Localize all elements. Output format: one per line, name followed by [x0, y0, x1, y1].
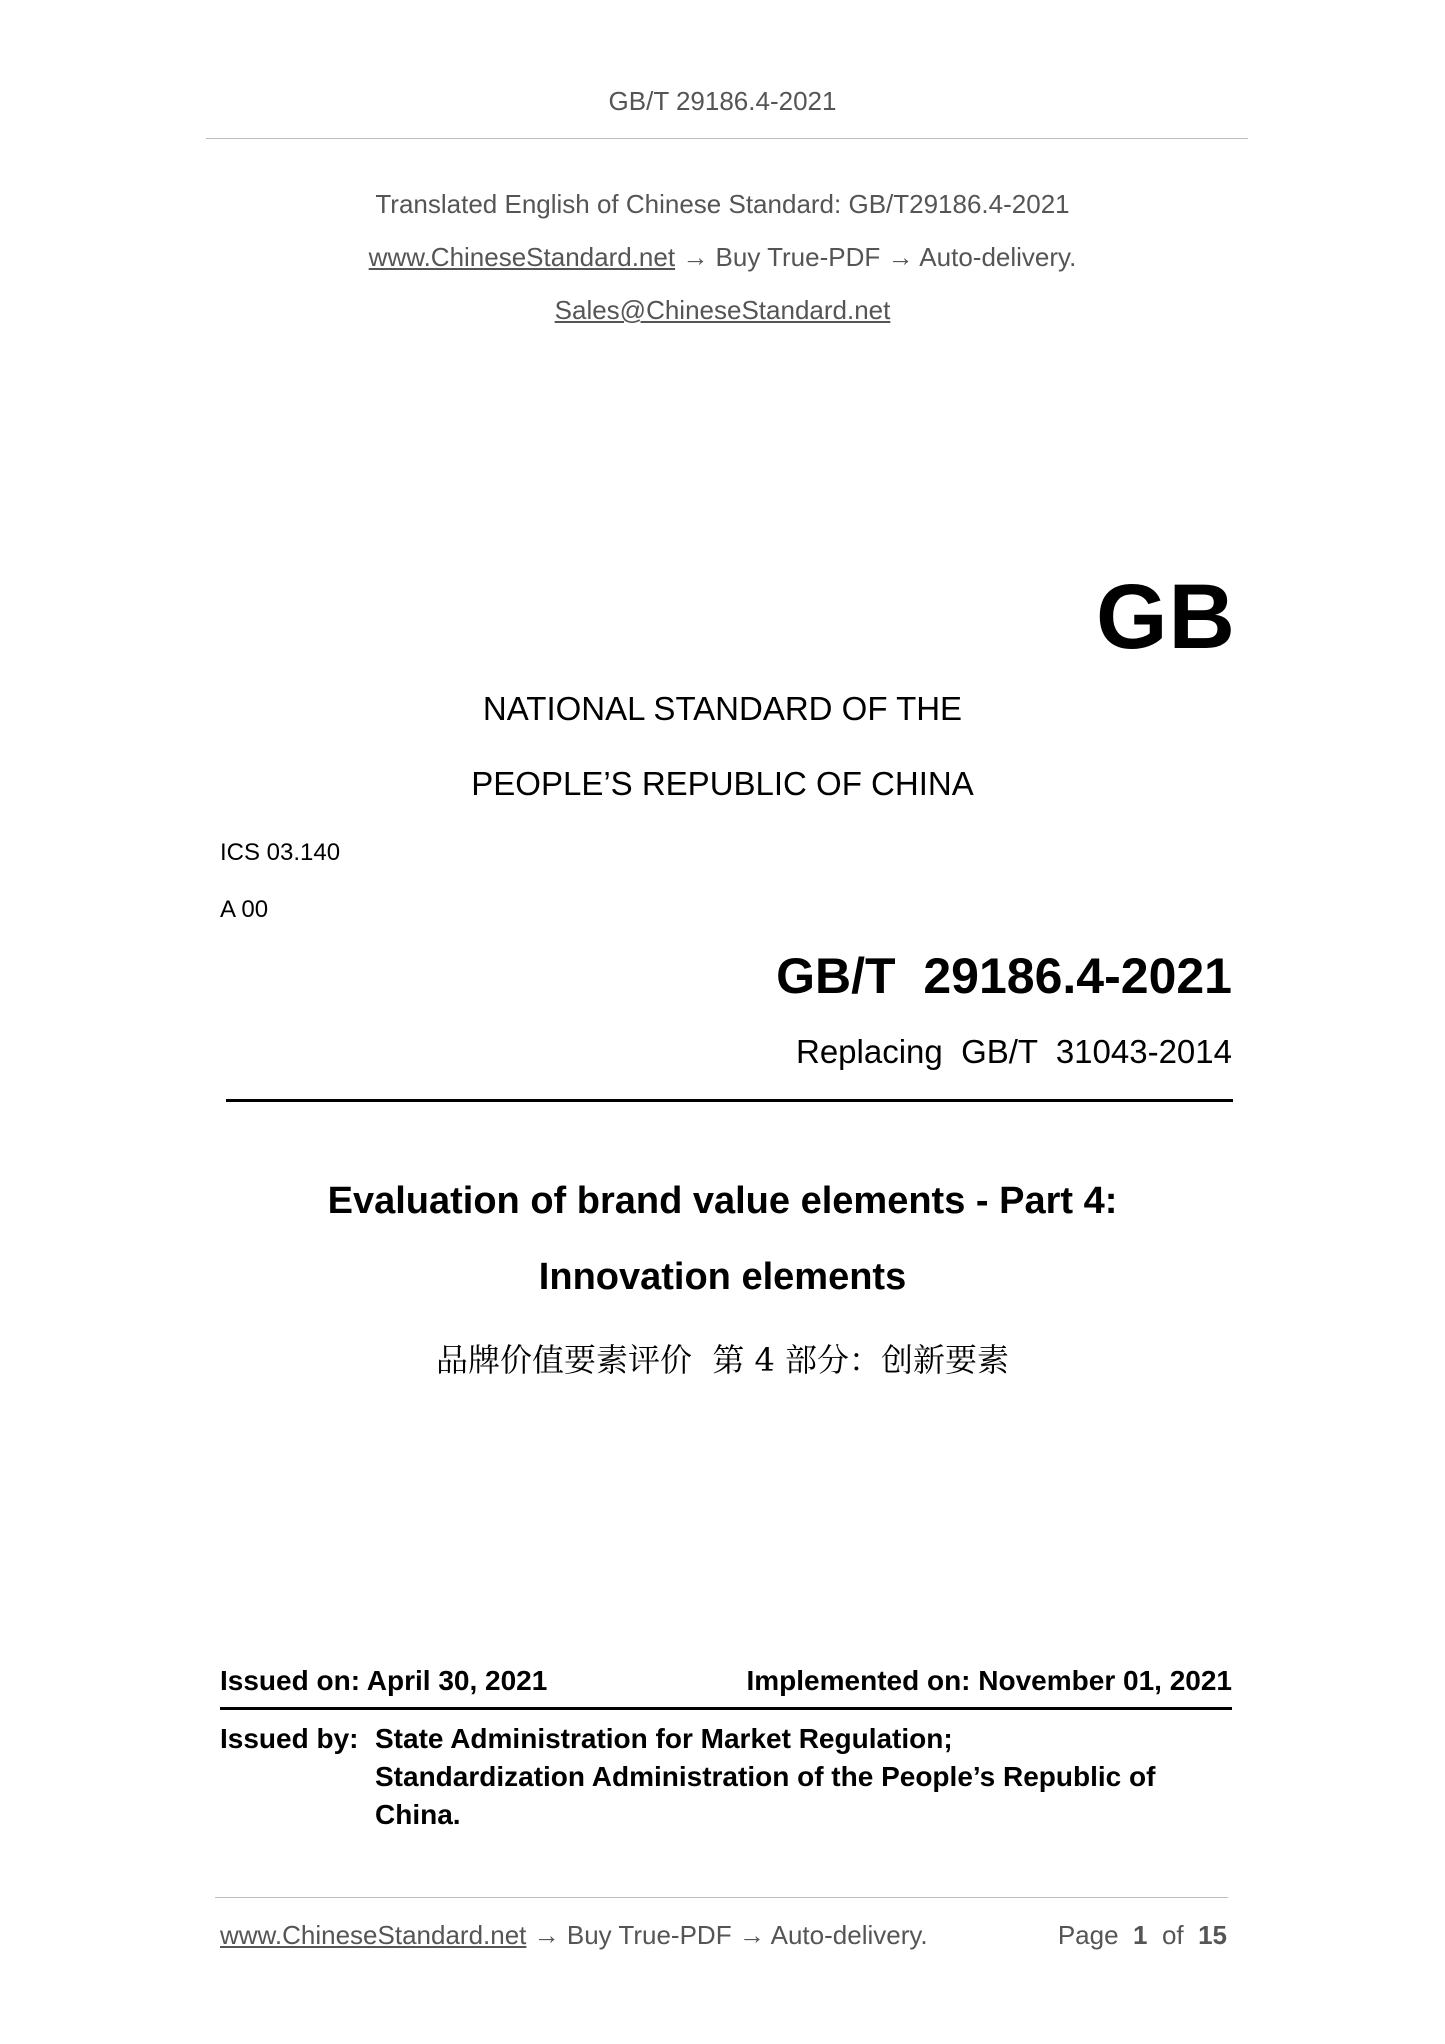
issued-on-date: Issued on: April 30, 2021: [220, 1665, 548, 1696]
dates-rule: [220, 1707, 1232, 1710]
footer-rule: [215, 1897, 1228, 1898]
of-label: of: [1161, 1920, 1184, 1950]
issued-by-line-2: Standardization Administration of the People’s Republic of: [375, 1761, 1156, 1792]
issued-by-line-1: State Administration for Market Regulation;: [375, 1723, 953, 1754]
document-title-chinese: 品牌价值要素评价 第 4 部分：创新要素: [435, 1341, 1010, 1379]
header-rule: [206, 138, 1248, 139]
running-header: GB/T 29186.4-2021: [608, 86, 837, 116]
document-title-line-2: Innovation elements: [538, 1256, 907, 1298]
site-link[interactable]: www.ChineseStandard.net: [368, 242, 676, 272]
promo-line: [0, 242, 1445, 273]
issued-by-line-3: China.: [375, 1799, 461, 1830]
arrow-right-icon: →: [682, 242, 709, 272]
arrow-right-icon: →: [738, 1920, 765, 1950]
gb-mark: GB: [1096, 566, 1236, 668]
replacing-note: Replacing GB/T 31043-2014: [795, 1033, 1232, 1070]
arrow-right-icon: →: [887, 242, 914, 272]
standard-number: GB/T 29186.4-2021: [776, 948, 1232, 1004]
delivery-text: Auto-delivery.: [919, 242, 1077, 272]
issued-by-label: Issued by:: [220, 1723, 359, 1754]
footer-delivery-text: Auto-delivery.: [770, 1920, 928, 1950]
page-total: 15: [1198, 1920, 1227, 1950]
implemented-on-date: Implemented on: November 01, 2021: [746, 1665, 1232, 1696]
ccs-code: A 00: [220, 896, 269, 923]
footer-buy-text: Buy True-PDF: [566, 1920, 732, 1950]
ics-code: ICS 03.140: [220, 839, 341, 866]
page-label: Page: [1057, 1920, 1119, 1950]
page-indicator: [1058, 1920, 1227, 1951]
email-line: [0, 295, 1445, 326]
title-rule: [226, 1099, 1233, 1102]
translation-notice: Translated English of Chinese Standard: GB/T29186.4-2021: [375, 189, 1070, 219]
national-standard-line-1: NATIONAL STANDARD OF THE: [482, 690, 963, 727]
page-number: 1: [1133, 1920, 1148, 1950]
arrow-right-icon: →: [533, 1920, 560, 1950]
buy-text: Buy True-PDF: [715, 242, 881, 272]
national-standard-line-2: PEOPLE’S REPUBLIC OF CHINA: [471, 765, 974, 802]
footer-promo: [220, 1920, 928, 1951]
footer-site-link[interactable]: www.ChineseStandard.net: [220, 1920, 527, 1950]
email-link[interactable]: Sales@ChineseStandard.net: [554, 295, 891, 325]
document-title-line-1: Evaluation of brand value elements - Part 4:: [327, 1180, 1118, 1222]
